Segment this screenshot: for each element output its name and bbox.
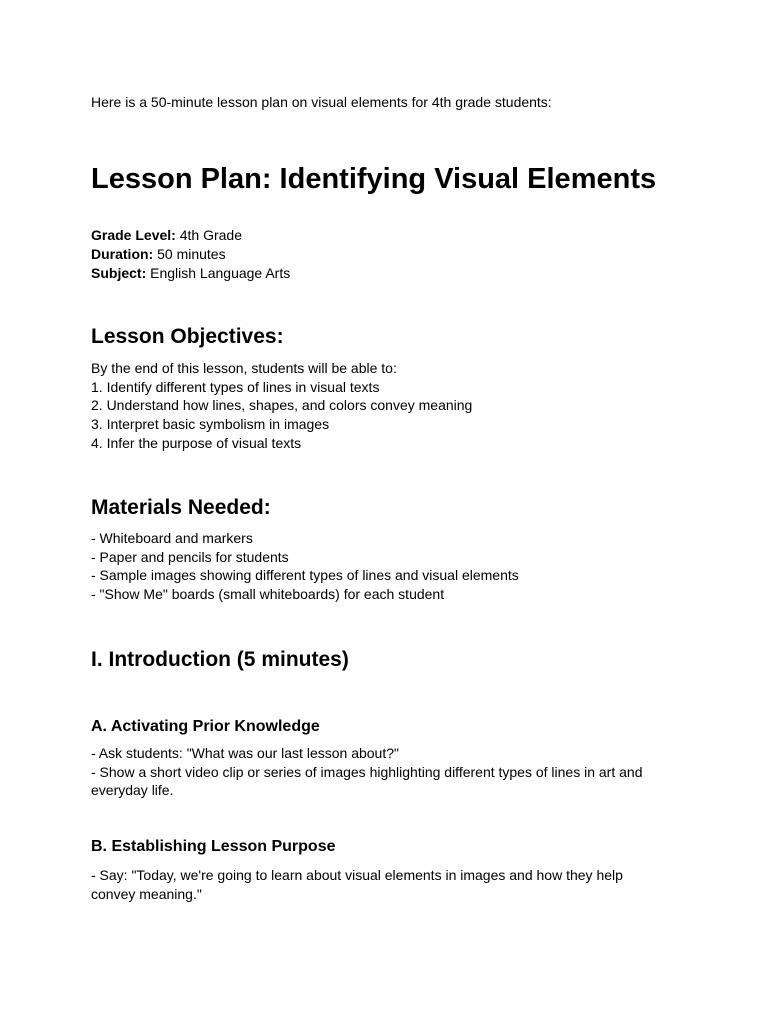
objectives-line: 3. Interpret basic symbolism in images: [91, 416, 330, 433]
page-title: Lesson Plan: Identifying Visual Elements: [91, 163, 657, 195]
grade-level-value: 4th Grade: [175, 227, 242, 243]
establishing-lesson-purpose-list: [91, 866, 671, 903]
duration-value: 50 minutes: [153, 246, 226, 262]
introduction-heading: I. Introduction (5 minutes): [91, 648, 349, 671]
intro-text: Here is a 50-minute lesson plan on visual elements for 4th grade students:: [91, 94, 552, 110]
materials-heading: Materials Needed:: [91, 496, 271, 519]
materials-line: - Paper and pencils for students: [91, 548, 289, 565]
lesson-purpose-line: - Say: "Today, we're going to learn about visual elements in images and how they help convey meaning.": [91, 867, 623, 902]
objectives-line: 1. Identify different types of lines in visual texts: [91, 378, 380, 395]
prior-knowledge-line: - Ask students: "What was our last lesson about?": [91, 745, 399, 761]
activating-prior-knowledge-heading: A. Activating Prior Knowledge: [91, 718, 320, 735]
duration-row: [91, 245, 290, 264]
grade-level-label: Grade Level:: [91, 227, 176, 243]
duration-label: Duration:: [91, 246, 154, 262]
lesson-meta: [91, 226, 290, 283]
grade-level-row: [91, 226, 290, 245]
materials-line: - "Show Me" boards (small whiteboards) for each student: [91, 586, 445, 603]
activating-prior-knowledge-list: [91, 744, 671, 800]
objectives-line: 4. Infer the purpose of visual texts: [91, 434, 302, 451]
materials-line: - Whiteboard and markers: [91, 530, 253, 546]
subject-value: English Language Arts: [146, 265, 291, 281]
establishing-lesson-purpose-heading: B. Establishing Lesson Purpose: [91, 838, 336, 855]
materials-line: - Sample images showing different types of lines and visual elements: [91, 567, 519, 584]
objectives-line: 2. Understand how lines, shapes, and colors convey meaning: [91, 397, 473, 414]
subject-row: [91, 264, 290, 283]
objectives-line: By the end of this lesson, students will be able to:: [91, 360, 397, 376]
prior-knowledge-line: - Show a short video clip or series of images highlighting different types of lines in art and everyday life.: [91, 763, 643, 799]
objectives-list: [91, 359, 671, 453]
materials-list: [91, 529, 671, 604]
objectives-heading: Lesson Objectives:: [91, 325, 284, 348]
subject-label: Subject:: [91, 265, 147, 281]
